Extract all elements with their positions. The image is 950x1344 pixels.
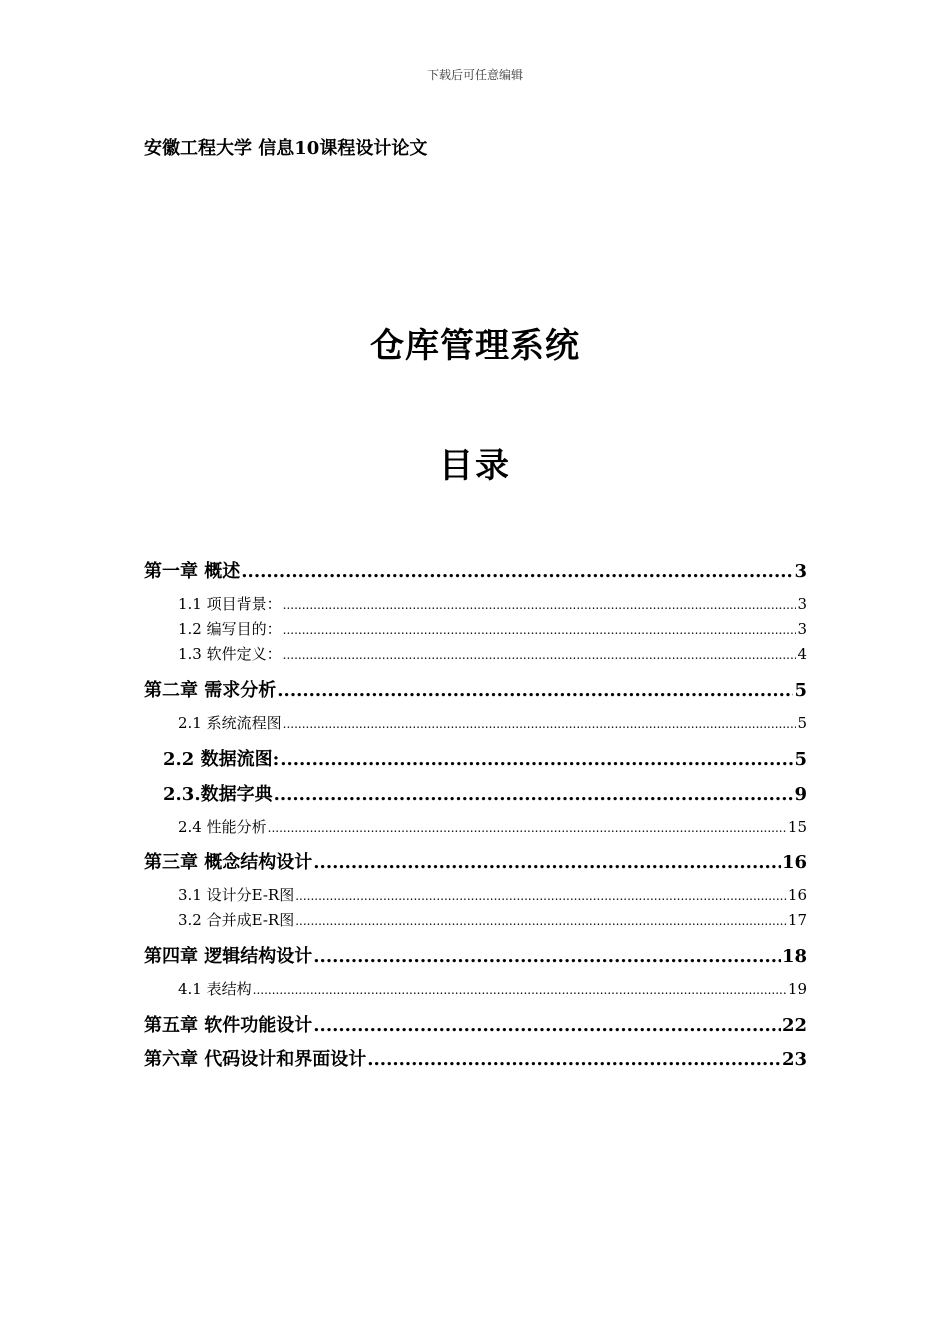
school-course-line: 安徽工程大学 信息10课程设计论文 xyxy=(144,138,428,159)
toc-entry[interactable] xyxy=(144,848,807,874)
toc-entry-page: 22 xyxy=(781,1015,807,1036)
toc-entry[interactable] xyxy=(178,618,807,639)
toc-entry-page: 15 xyxy=(787,818,807,836)
toc-entry[interactable] xyxy=(144,676,807,702)
toc-entry-label: 第二章 需求分析 xyxy=(144,680,277,701)
toc-leader-dots xyxy=(283,598,797,612)
toc-title: 目录 xyxy=(439,446,511,486)
toc-entry[interactable] xyxy=(178,712,807,733)
toc-entry-page: 16 xyxy=(787,886,807,904)
toc-entry[interactable] xyxy=(144,1011,807,1037)
toc-entry-page: 19 xyxy=(787,980,807,998)
toc-entry-label: 第一章 概述 xyxy=(144,561,241,582)
toc-leader-dots xyxy=(253,983,787,997)
toc-leader-dots xyxy=(274,784,794,805)
toc-leader-dots xyxy=(295,889,787,903)
toc-entry-page: 3 xyxy=(797,595,807,613)
toc-leader-dots xyxy=(313,852,781,873)
toc-entry-label: 第三章 概念结构设计 xyxy=(144,852,313,873)
document-title: 仓库管理系统 xyxy=(370,326,580,366)
toc-entry[interactable] xyxy=(178,816,807,837)
toc-entry[interactable] xyxy=(178,643,807,664)
toc-entry-label: 第四章 逻辑结构设计 xyxy=(144,946,313,967)
toc-entry[interactable] xyxy=(178,909,807,930)
toc-entry-label: 2.2 数据流图: xyxy=(163,749,280,770)
toc-leader-dots xyxy=(283,717,797,731)
toc-entry-label: 1.3 软件定义： xyxy=(178,645,282,663)
toc-entry-label: 3.1 设计分E-R图 xyxy=(178,886,295,904)
toc-entry-page: 18 xyxy=(781,946,807,967)
toc-entry-page: 3 xyxy=(794,561,807,582)
toc-leader-dots xyxy=(277,680,793,701)
toc-entry[interactable] xyxy=(178,978,807,999)
toc-leader-dots xyxy=(280,749,793,770)
toc-entry-page: 17 xyxy=(787,911,807,929)
toc-entry-page: 5 xyxy=(797,714,807,732)
toc-leader-dots xyxy=(283,623,797,637)
toc-leader-dots xyxy=(313,946,781,967)
toc-entry-label: 1.2 编写目的： xyxy=(178,620,282,638)
toc-entry-page: 16 xyxy=(781,852,807,873)
toc-entry-page: 3 xyxy=(797,620,807,638)
toc-entry-page: 9 xyxy=(794,784,807,805)
toc-entry-page: 5 xyxy=(794,749,807,770)
toc-entry-label: 2.4 性能分析 xyxy=(178,818,267,836)
toc-leader-dots xyxy=(295,914,787,928)
toc-entry[interactable] xyxy=(163,745,807,771)
toc-leader-dots xyxy=(313,1015,781,1036)
toc-entry[interactable] xyxy=(178,884,807,905)
toc-entry-label: 4.1 表结构 xyxy=(178,980,252,998)
toc-entry-page: 4 xyxy=(797,645,807,663)
toc-entry[interactable] xyxy=(163,780,807,806)
toc-entry[interactable] xyxy=(178,593,807,614)
toc-leader-dots xyxy=(283,648,797,662)
toc-leader-dots xyxy=(268,821,787,835)
header-note: 下载后可任意编辑 xyxy=(426,68,523,82)
toc-entry[interactable] xyxy=(144,942,807,968)
toc-entry[interactable] xyxy=(144,557,807,583)
toc-entry-page: 5 xyxy=(794,680,807,701)
toc-leader-dots xyxy=(367,1049,781,1070)
toc-entry[interactable] xyxy=(144,1045,807,1071)
toc-leader-dots xyxy=(241,561,793,582)
toc-entry-label: 3.2 合并成E-R图 xyxy=(178,911,295,929)
toc-entry-label: 2.3.数据字典 xyxy=(163,784,273,805)
toc-entry-label: 2.1 系统流程图 xyxy=(178,714,282,732)
toc-entry-label: 1.1 项目背景： xyxy=(178,595,282,613)
toc-entry-label: 第六章 代码设计和界面设计 xyxy=(144,1049,367,1070)
toc-entry-page: 23 xyxy=(781,1049,807,1070)
toc-entry-label: 第五章 软件功能设计 xyxy=(144,1015,313,1036)
